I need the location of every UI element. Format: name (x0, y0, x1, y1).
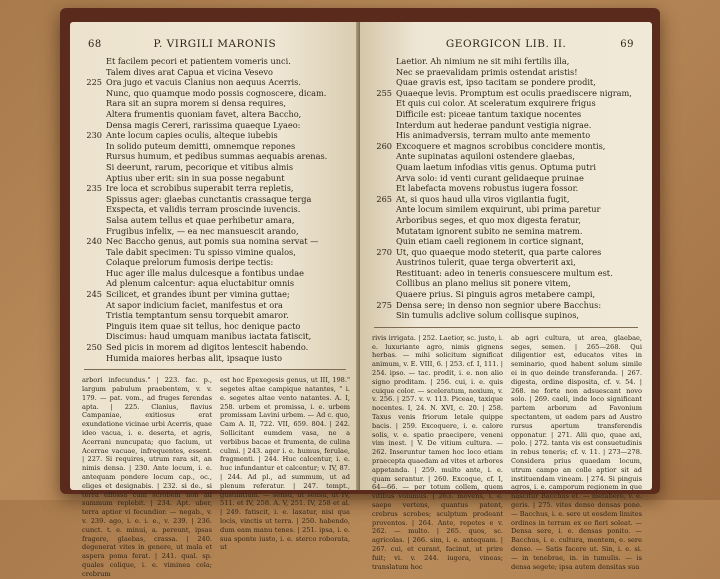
verse-line (84, 226, 348, 237)
verse-line (374, 236, 640, 247)
verse-number: 270 (376, 246, 392, 257)
verse-number (84, 278, 106, 289)
verse-line (84, 151, 348, 162)
verse-number (374, 204, 396, 215)
verse-number (84, 353, 106, 364)
verse-text: Frugibus infelix, — ea nec mansuescit arando, (106, 225, 299, 236)
verse-line (374, 98, 640, 109)
verse-number (84, 109, 106, 120)
verse-text: Nec se praevalidam primis ostendat aristis! (396, 66, 578, 77)
verse-line (374, 278, 640, 289)
right-verse-block (360, 54, 652, 321)
verse-line (84, 257, 348, 268)
verse-text: Ante locum similem exquirunt, ubi prima paretur (396, 204, 601, 215)
verse-text: Quaere prius. Si pinguis agros metabere campi, (396, 289, 596, 300)
left-page-number: 68 (88, 39, 102, 50)
verse-number (84, 331, 106, 342)
verse-text: Laetior. Ah nimium ne sit mihi fertilis illa, (396, 56, 570, 66)
verse-text: Ante supinatas aquiloni ostendere glaebas, (396, 151, 575, 162)
verse-text: Ire loca et scrobibus superabit terra repletis, (106, 183, 294, 194)
verse-text: At, si quos haud ulla viros vigilantia fugit, (396, 193, 570, 204)
right-page-number: 69 (620, 39, 634, 50)
verse-text: Collibus an plano melius sit ponere vitem, (396, 278, 571, 289)
verse-text: At sapor indicium faciet, manifestus et ora (106, 299, 283, 310)
verse-number (374, 151, 396, 162)
verse-number (84, 151, 106, 162)
right-notes-col-2 (511, 334, 642, 572)
verse-number: 250 (86, 342, 102, 353)
verse-number (84, 88, 106, 99)
verse-number (374, 98, 396, 109)
verse-number (84, 120, 106, 131)
verse-line (84, 268, 348, 279)
verse-line (374, 204, 640, 215)
verse-line (374, 247, 640, 258)
verse-number: 265 (376, 193, 392, 204)
verse-line (374, 257, 640, 268)
verse-line (374, 194, 640, 205)
verse-text: Quam laetum infodias vitis genus. Optuma putri (396, 161, 597, 172)
verse-line (84, 88, 348, 99)
verse-line (84, 289, 348, 300)
verse-line (374, 77, 640, 88)
right-notes-text-2: ab agri cultura, ut area, glaebae, seges, semen. | 265—268. Qui diligentior est, educatos vites in seminario, quod habent solum simile ei in quo deinde transferanda. | 267. digesta, ordine disposita, cf. v. 54. | 268. ne forte non adsuescant novo solo. | 269. caeli, inde loco significant partem arborum ad Favonium spectantem, ut eadem pars ad Austro rursus apertum transferendis opponatur. | 271. Alii quo, quae axi, polo. | 272. tanta vis est consuetudinis in rebus teneris; cf. v. 11. | 273—278. Considera prius quaedam locum, utrum campo an colle aptior sit ad instituendam vineam. | 274. Si pinguis agros, i. e. camporum regionem in que nascitur Bacchus et. — metabere, v. e. geris. | 275. vites denso densas pone. — Bacchus, i. e. sere ut eosdem limites ordines in terram ex eo fieri soleat. — Densa sere, i. e. densas ponito. — Bacchus, i. e. cultura, mentem, e. sere denso. — Satis facere ut. Sin, i. e. si. — in tenebrae, in. in tumulis. — is densa segete; ipsa autem densitas sua (511, 333, 642, 571)
left-notes-col-1 (82, 376, 212, 578)
verse-line (84, 130, 348, 141)
left-notes-text-2: est hoc Epexegesis genus, ut III, 198." segetes altae campique natantes, " i. e. segetes altae vento natantes. A. I, 258. urbem et promissa, i. e. urbem promissam Lavini urbem. — Ad c. quo, Cam A. II, 722. VII, 659. 804. | 242. Sollicitant eumdem vasa, ne a verbibus bacae et frumenta, de culina culmi. | 243. ager i. e. humus, ferulae, fragmenti. | 244. Huc calcentur, i. e. huc infundantur et calcentur; v. IV, 87. | 244. Ad pl., ad summum, ut ad plenum referatur. | 247. tempt., gustantium. — sensu, ut sensu, ut IV, 511. et IV, 258. A. V, 251. IV, 258 et al. | 249. fatiscit, i. e. laxatur, nisi qua locis, vinctis ut terra. | 250. habendo, dum eam manu tenes. | 251. ipsa, i. e. sua sponte iusto, i. e. sterco roborata, ut (220, 376, 350, 552)
verse-number: 235 (86, 183, 102, 194)
verse-text: Sin tumulis adclive solum collisque supinos, (396, 310, 580, 321)
verse-text: Pinguis item quae sit tellus, hoc denique pacto (106, 320, 301, 331)
verse-number (84, 56, 106, 67)
verse-text: Difficile est: piceae tantum taxique nocentes (396, 108, 582, 119)
verse-line (84, 141, 348, 152)
verse-line (84, 310, 348, 321)
verse-line (84, 331, 348, 342)
verse-text: Rursus humum, et pedibus summas aequabis arenas. (106, 151, 328, 162)
verse-line (84, 120, 348, 131)
verse-text: Colaque prelorum fumosis deripe tectis: (106, 257, 274, 268)
verse-number (84, 162, 106, 173)
verse-number (84, 204, 106, 215)
right-running-head: GEORGICON LIB. II. (445, 38, 567, 50)
verse-text: Quae gravis est, ipso tacitam se pondere prodit, (396, 77, 596, 88)
verse-number (84, 226, 106, 237)
verse-text: Ante locum capies oculis, alteque iubebis (106, 130, 278, 141)
verse-text: Et quis cui color. At sceleratum exquirere frigus (396, 98, 596, 109)
verse-text: Salsa autem tellus et quae perhibetur amara, (106, 214, 295, 225)
verse-number: 240 (86, 236, 102, 247)
verse-line (84, 215, 348, 226)
verse-text: Altera frumentis quoniam favet, altera Baccho, (106, 108, 302, 119)
right-notes-col-1 (372, 334, 503, 572)
verse-number: 275 (376, 299, 392, 310)
left-notes (70, 376, 360, 578)
verse-number (84, 310, 106, 321)
verse-number (374, 120, 396, 131)
verse-number (84, 194, 106, 205)
verse-line (84, 173, 348, 184)
verse-line (84, 236, 348, 247)
verse-line (84, 56, 348, 67)
verse-number (84, 268, 106, 279)
verse-line (84, 342, 348, 353)
verse-line (374, 130, 640, 141)
verse-line (84, 109, 348, 120)
verse-number (374, 130, 396, 141)
verse-text: Excoquere et magnos scrobibus concidere montis, (396, 140, 606, 151)
verse-text: Densa sere; in denso non segnior ubere Bacchus: (396, 299, 602, 310)
verse-line (84, 194, 348, 205)
verse-text: Ad plenum calcentur: aqua eluctabitur omnis (106, 278, 295, 289)
verse-line (84, 204, 348, 215)
verse-number (374, 56, 396, 67)
left-verse-block (70, 54, 360, 363)
right-page-header (360, 22, 652, 54)
verse-line (374, 56, 640, 67)
left-page-header (70, 22, 360, 54)
verse-line (374, 268, 640, 279)
verse-text: Discimus: haud umquam manibus iactata fatiscit, (106, 331, 312, 342)
verse-number (374, 278, 396, 289)
verse-line (374, 300, 640, 311)
verse-text: Mutatam ignorent subito ne semina matrem. (396, 225, 583, 236)
verse-line (374, 289, 640, 300)
verse-text: Tale dabit specimen: Tu spisso vimine qualos, (106, 246, 296, 257)
verse-text: Ut, quo quaeque modo steterit, qua parte calores (396, 246, 602, 257)
verse-number (84, 247, 106, 258)
verse-number (374, 257, 396, 268)
verse-number (374, 268, 396, 279)
verse-text: Spissus ager: glaebas cunctantis crassaque terga (106, 193, 312, 204)
verse-text: Huc ager ille malus dulcesque a fontibus undae (106, 267, 304, 278)
verse-text: Quaeque levis. Promptum est oculis praediscere nigram, (396, 87, 632, 98)
verse-text: Exspecta, et validis terram proscinde iuvencis. (106, 204, 301, 215)
verse-line (84, 278, 348, 289)
verse-text: Nec Baccho genus, aut pomis sua nomina servat — (106, 236, 319, 247)
verse-number: 245 (86, 289, 102, 300)
verse-line (84, 77, 348, 88)
verse-number (84, 98, 106, 109)
verse-number (84, 141, 106, 152)
verse-line (84, 162, 348, 173)
verse-line (84, 183, 348, 194)
verse-number (374, 67, 396, 78)
left-notes-col-2 (220, 376, 350, 578)
verse-number (84, 173, 106, 184)
verse-number (374, 226, 396, 237)
right-notes (360, 334, 652, 572)
left-divider (84, 369, 346, 370)
verse-line (374, 173, 640, 184)
verse-text: His animadversis, terram multo ante memento (396, 130, 591, 141)
verse-text: Sed picis in morem ad digitos lentescit habendo. (106, 342, 309, 353)
verse-text: Restituant: adeo in teneris consuescere multum est. (396, 267, 613, 278)
verse-text: Ora jugo et vacuis Clanius non aequus Acerris. (106, 77, 301, 88)
verse-text: Tristia temptantum sensu torquebit amaror. (106, 310, 289, 321)
left-running-head: P. VIRGILI MARONIS (153, 38, 277, 50)
verse-line (374, 141, 640, 152)
verse-text: Arva solo: id venti curant gelidaeque pruinae (396, 172, 584, 183)
verse-number: 225 (86, 77, 102, 88)
verse-number (374, 289, 396, 300)
open-book (60, 8, 660, 578)
verse-text: Rara sit an supra morem si densa requires, (106, 98, 286, 109)
verse-text: Scilicet, et grandes ibunt per vimina guttae; (106, 289, 290, 300)
verse-text: Quin etiam caeli regionem in cortice signant, (396, 236, 584, 247)
right-notes-text-1: rivis irrigata. | 252. Laetior, sc. justo, i. e. luxuriante agro, nimis gignens herbas. — mihi solicitum significat animum, v. E. VIII, 6. | 253. cf. I, 111. | 254. ipso. — tac. prodit, i. e. non alio signo proditam. | 256. cui, i. e. quis cuique color. — sceleratum, noxium, v. v. 256. | 257. v. v. 113. Piceae, taxique nocentes. I, 24. N. XVI, c. 20. | 258. Taxus venis friorum letale quippe bacis. | 259. Excoquere, i. e. calore solis, v. e. spatio praecipere, veneni vim inest. | V. De vitium cultura. — 262. Inseruntur tamen hoc loco etiam praecepta quaedam ad vites et arbores appetanda. | 259. multo ante, i. e. quam serantur. | 260. Excoque, cf. I, 64—66. — per totum collem, quem vitibus volumus. | 263. movens, i. e. saepe vertens, quantus patent, crebrus scrobes; sculptum prodeant proventos. | 264. Ante, repetes e v. 262. — multo. | 265. quos, sc. agricolas. | 266. sim, i. e. antequam. | 267. cui, et curant, facinut, ut prire fuit; vi. v. 244. iugera, vineas; translatum hoc (372, 333, 503, 571)
verse-line (374, 215, 640, 226)
right-divider (374, 327, 638, 328)
verse-line (374, 151, 640, 162)
verse-text: Austrinos tulerit, quae terga obverterit axi, (396, 257, 576, 268)
verse-number (374, 77, 396, 88)
verse-text: Densa magis Cereri, rarissima quaeque Lyaeo: (106, 119, 301, 130)
verse-line (374, 120, 640, 131)
verse-number (84, 67, 106, 78)
verse-line (84, 247, 348, 258)
verse-number: 230 (86, 130, 102, 141)
verse-text: Si deerunt, rarum, pecorique et vitibus almis (106, 161, 294, 172)
verse-text: Nunc, quo quamque modo possis cognoscere, dicam. (106, 87, 327, 98)
verse-text: Arboribus seges, et quo mox digesta feratur, (396, 214, 581, 225)
verse-line (374, 226, 640, 237)
verse-number (84, 215, 106, 226)
verse-line (374, 88, 640, 99)
verse-line (374, 67, 640, 78)
verse-number (374, 183, 396, 194)
verse-number (374, 173, 396, 184)
verse-line (374, 162, 640, 173)
verse-number (374, 215, 396, 226)
verse-text: Humida maiores herbas alit, ipsaque iusto (106, 352, 283, 363)
left-notes-text-1: arbori infecundus." | 223. fac. p., largum pabulum praebentem, v. v. 179. — pat. vom., ad fruges ferendas apta. | 225. Clanius, flavius Campaniae, exitiosus erat exundatione vicinae urbi Acerris, quae ideo vacua, i. e. deserta, et agris, Acerrani nuncupata; quo facium, ut Acerrae vacuae, infrequentes, essent. | 227. Si requires, utrum rara sit, an nimis densa. | 230. Ante locum, i. e. antequam pondere locum cap., oc., eliges et designabis. | 232. si de., si terra effossa cum scrobem non ad summum replebit. | 234. Apt. uber, terra aptior vi fecundior. — negab., v. v. 239. ago, i. e. i. e., v. 239. | 236. cunct. t. e. minui, a. pereunt, ipsas fragere, glaebas, crassa. | 240. degenerat vites in genere, ut mala et aspera poma ferat. | 241. qual. sp. quales colique, i. e. viminea cola; crebrum (82, 376, 212, 578)
verse-text: Aptius uber erit: sin in sua posse negabunt (106, 172, 285, 183)
verse-line (374, 183, 640, 194)
verse-number (374, 236, 396, 247)
left-page (70, 22, 360, 578)
verse-number (84, 300, 106, 311)
right-page (360, 22, 652, 571)
verse-number (374, 162, 396, 173)
verse-text: Et facilem pecori et patientem vomeris unci. (106, 56, 291, 66)
verse-line (374, 310, 640, 321)
verse-text: Et labefacta movens robustus iugera fossor. (396, 183, 579, 194)
verse-line (84, 353, 348, 364)
verse-number (374, 310, 396, 321)
verse-number: 260 (376, 140, 392, 151)
verse-line (84, 300, 348, 311)
verse-text: Interdum aut hederae pandunt vestigia nigrae. (396, 119, 592, 130)
verse-text: Talem dives arat Capua et vicina Vesevo (106, 66, 273, 77)
verse-line (84, 67, 348, 78)
verse-number (84, 321, 106, 332)
verse-line (84, 98, 348, 109)
verse-number (374, 109, 396, 120)
verse-text: In solido puteum demitti, omnemque repones (106, 140, 296, 151)
verse-line (84, 321, 348, 332)
verse-number (84, 257, 106, 268)
verse-number: 255 (376, 87, 392, 98)
verse-line (374, 109, 640, 120)
